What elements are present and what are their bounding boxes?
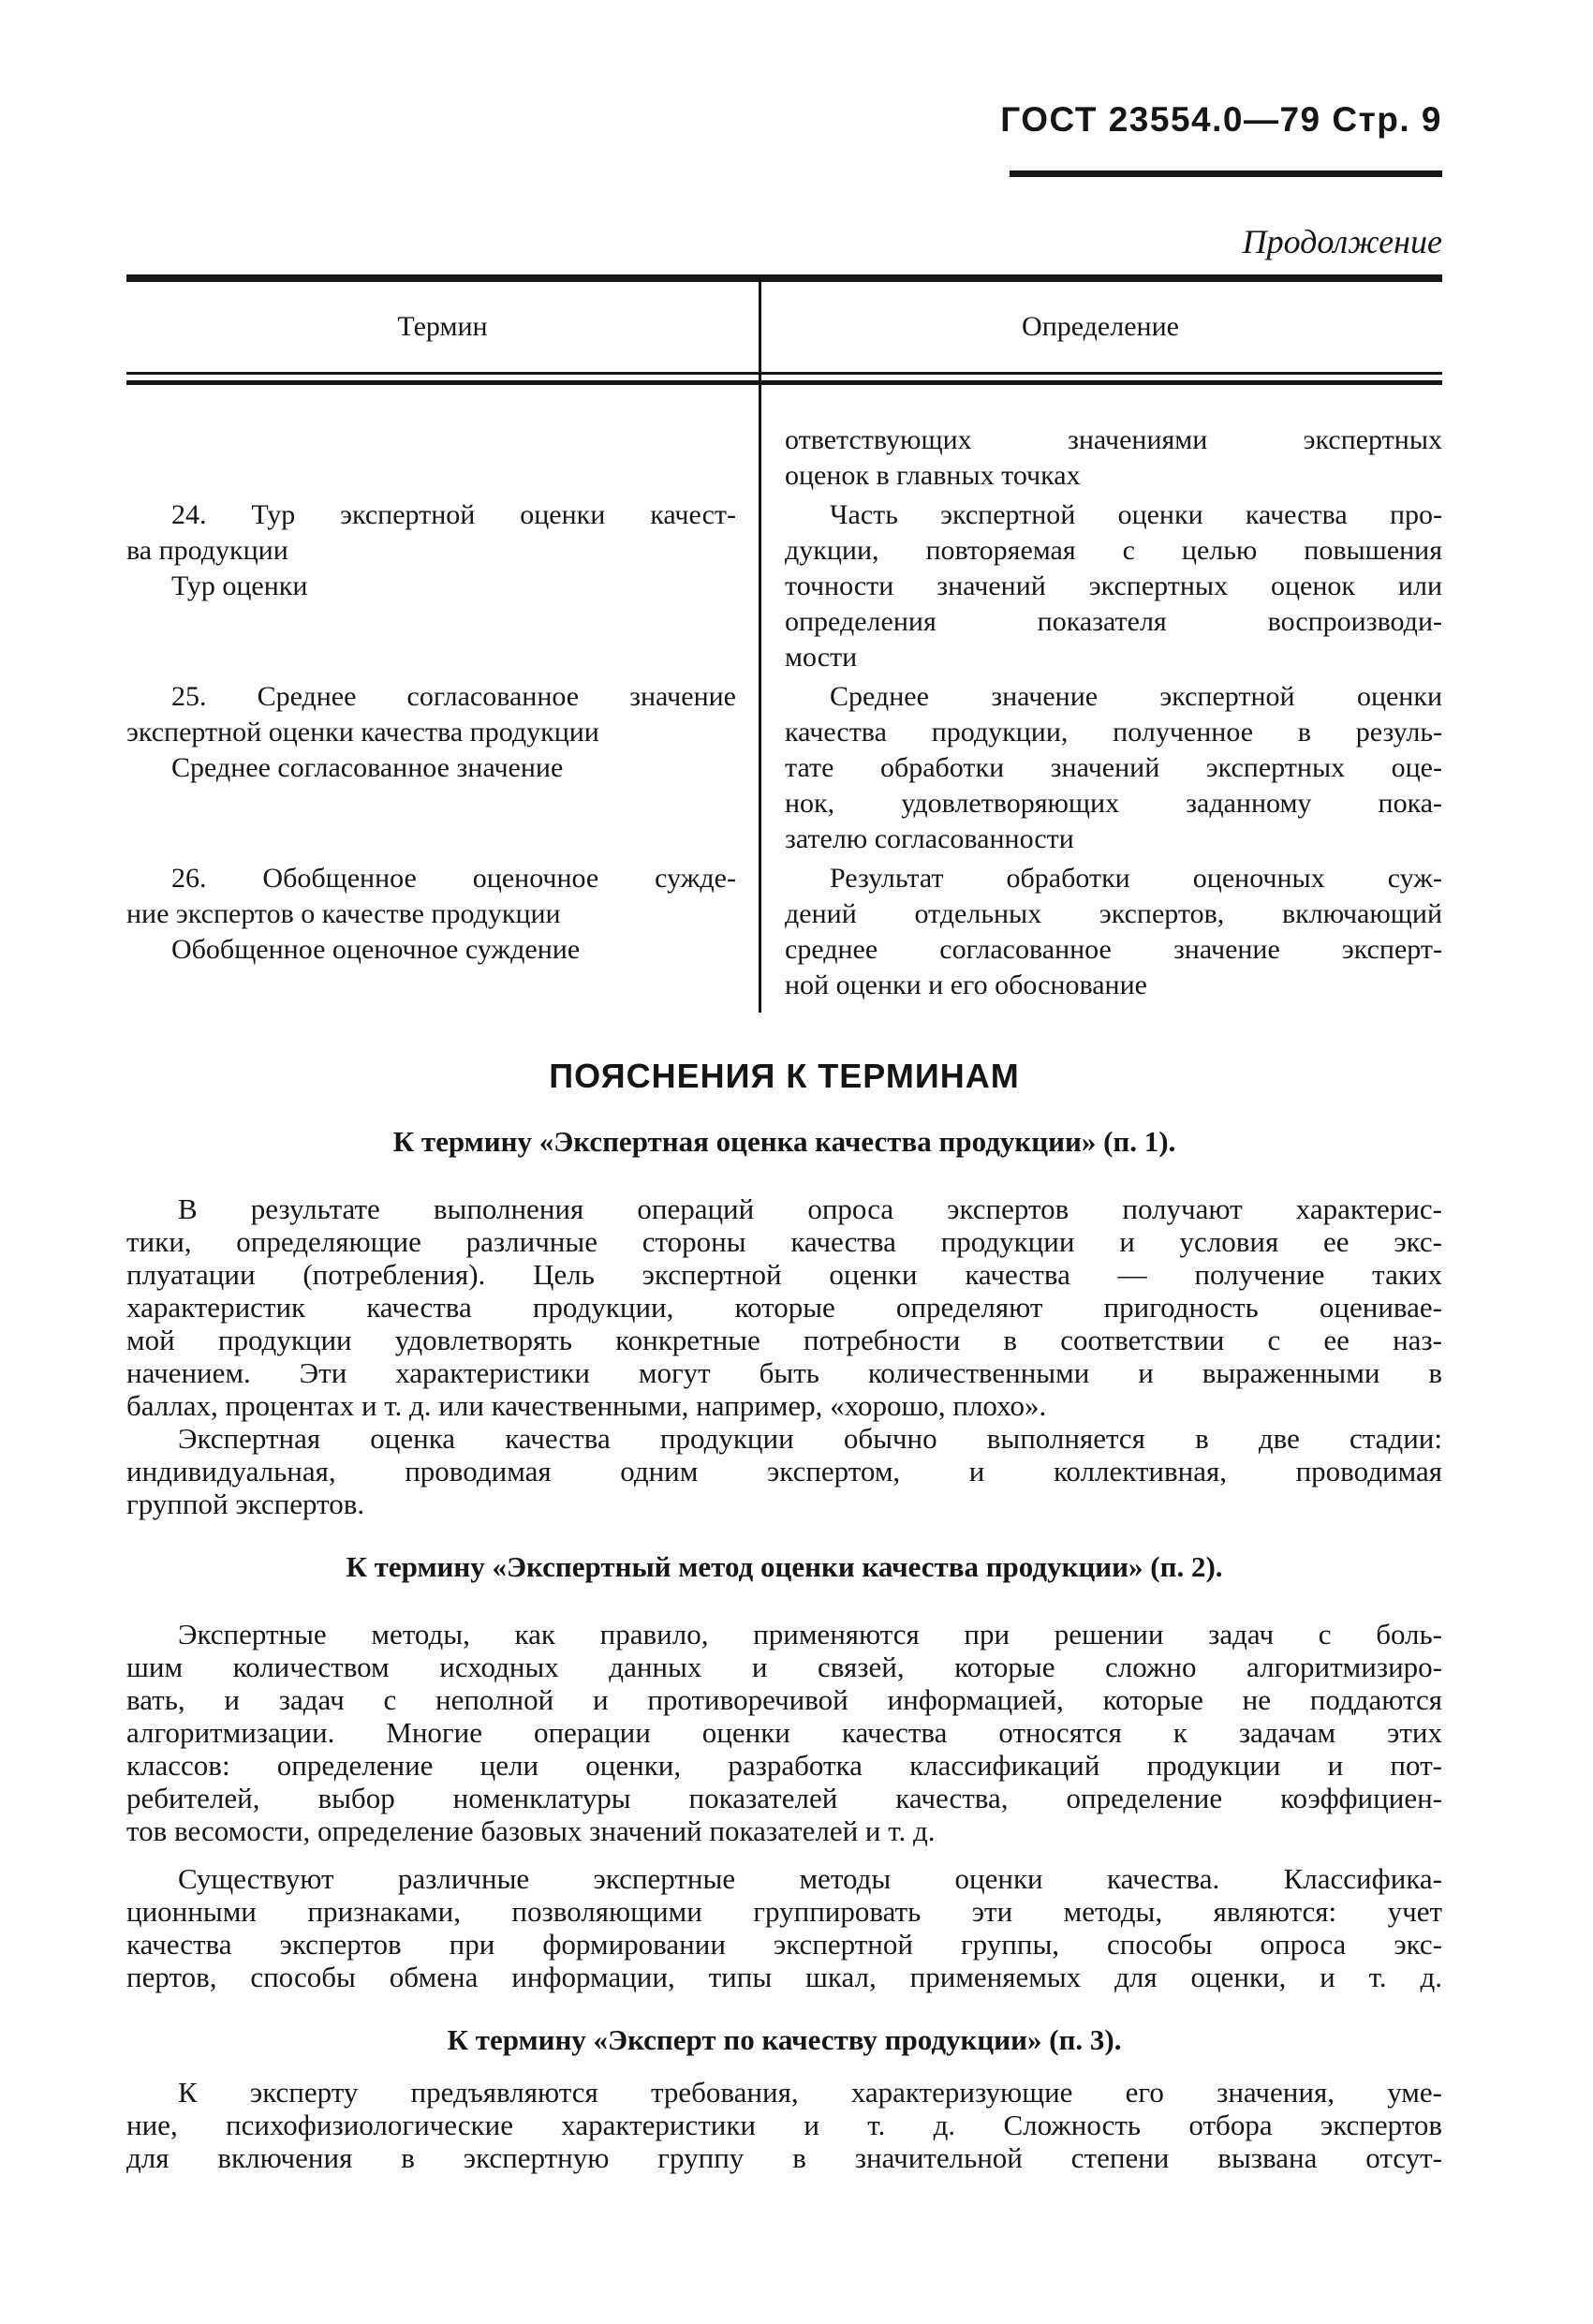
doc-reference: ГОСТ 23554.0—79 Стр. 9 — [1000, 100, 1442, 139]
paragraph: В результате выполнения операций опроса экспертов получают характерис- тики, определяющие различные стороны качества продукции и условия ее экс- плуатации (потребления). Цель экспертной оценки качества — получение таких характеристик качества продукции, которые определяют пригодность оценивае- мой продукции удовлетворять конкретные потребности в соответствии с ее наз- начением. Эти характеристики могут быть количественными и выраженными в баллах, процентах и т. д. или качественными, например, «хорошо, плохо». — [126, 1192, 1442, 1422]
term-short-form: Обобщенное оценочное суждение — [171, 934, 581, 965]
table-row-term-26 — [126, 861, 759, 1003]
paragraph: К эксперту предъявляются требования, характеризующие его значения, уме- ние, психофизиологические характеристики и т. д. Сложность отбора экспертов для включения в экспертную группу в значительной степени вызвана отсут- — [126, 2076, 1442, 2174]
term-name: 25. Среднее согласованное значение экспертной оценки качества продукции — [126, 681, 736, 748]
explanations-content — [126, 1058, 1442, 2174]
definition-carryover: ответствующих значениями экспертных оценок в главных точках — [785, 424, 1442, 491]
column-divider-line — [759, 280, 761, 1013]
table-row-term-25 — [126, 679, 759, 857]
column-header-term: Термин — [397, 311, 488, 342]
continuation-label: Продолжение — [1242, 223, 1442, 260]
table-header-row — [126, 282, 1442, 372]
table-double-rule — [126, 372, 1442, 385]
term-short-form: Среднее согласованное значение — [171, 752, 564, 783]
table-row-definition-25: Среднее значение экспертной оценки качества продукции, полученное в резуль- тате обработки значений экспертных оце- нок, удовлетворяющих заданному пока- зателю согласованности — [785, 681, 1442, 854]
term-name: 24. Тур экспертной оценки качест- ва продукции — [126, 499, 736, 566]
terms-table — [126, 274, 1442, 1013]
paragraph: Существуют различные экспертные методы оценки качества. Классифика- ционными признаками, позволяющими группировать эти методы, являются: учет качества экспертов при формировании экспертной группы, способы опроса экс- пертов, способы обмена информации, типы шкал, применяемых для оценки, и т. д. — [126, 1862, 1442, 1993]
section-term-3 — [126, 2023, 1442, 2174]
explanations-title: ПОЯСНЕНИЯ К ТЕРМИНАМ — [549, 1057, 1020, 1095]
table-body — [126, 385, 1442, 1013]
paragraph: Экспертные методы, как правило, применяются при решении задач с боль- шим количеством исходных данных и связей, которые сложно алгоритмизиро- вать, и задач с неполной и противоречивой информацией, которые не поддаются алгоритмизации. Многие операции оценки качества относятся к задачам этих классов: определение цели оценки, разработка классификаций продукции и пот- ребителей, выбор номенклатуры показателей качества, определение коэффициен- тов весомости, определение базовых значений показателей и т. д. — [126, 1618, 1442, 1847]
term-short-form: Тур оценки — [171, 570, 308, 601]
section-heading: К термину «Экспертная оценка качества продукции» (п. 1). — [392, 1125, 1176, 1158]
section-term-1 — [126, 1125, 1442, 1520]
term-cell-empty — [126, 422, 759, 494]
section-term-2 — [126, 1550, 1442, 1993]
table-row-term-24 — [126, 497, 759, 675]
section-heading: К термину «Экспертный метод оценки качества продукции» (п. 2). — [346, 1550, 1223, 1583]
section-heading: К термину «Эксперт по качеству продукции» (п. 3). — [447, 2023, 1122, 2056]
table-row-definition-26: Результат обработки оценочных суж- дений отдельных экспертов, включающий среднее согласованное значение эксперт- ной оценки и его обоснование — [785, 863, 1442, 1000]
column-header-definition: Определение — [1022, 311, 1179, 342]
paragraph: Экспертная оценка качества продукции обычно выполняется в две стадии: индивидуальная, проводимая одним экспертом, и коллективная, проводимая группой экспертов. — [126, 1422, 1442, 1520]
header-rule — [1010, 170, 1442, 177]
table-row-definition-24: Часть экспертной оценки качества про- дукции, повторяемая с целью повышения точности значений экспертных оценок или определения показателя воспроизводи- мости — [785, 499, 1442, 673]
table-top-rule — [126, 274, 1442, 282]
term-name: 26. Обобщенное оценочное сужде- ние экспертов о качестве продукции — [126, 863, 736, 929]
